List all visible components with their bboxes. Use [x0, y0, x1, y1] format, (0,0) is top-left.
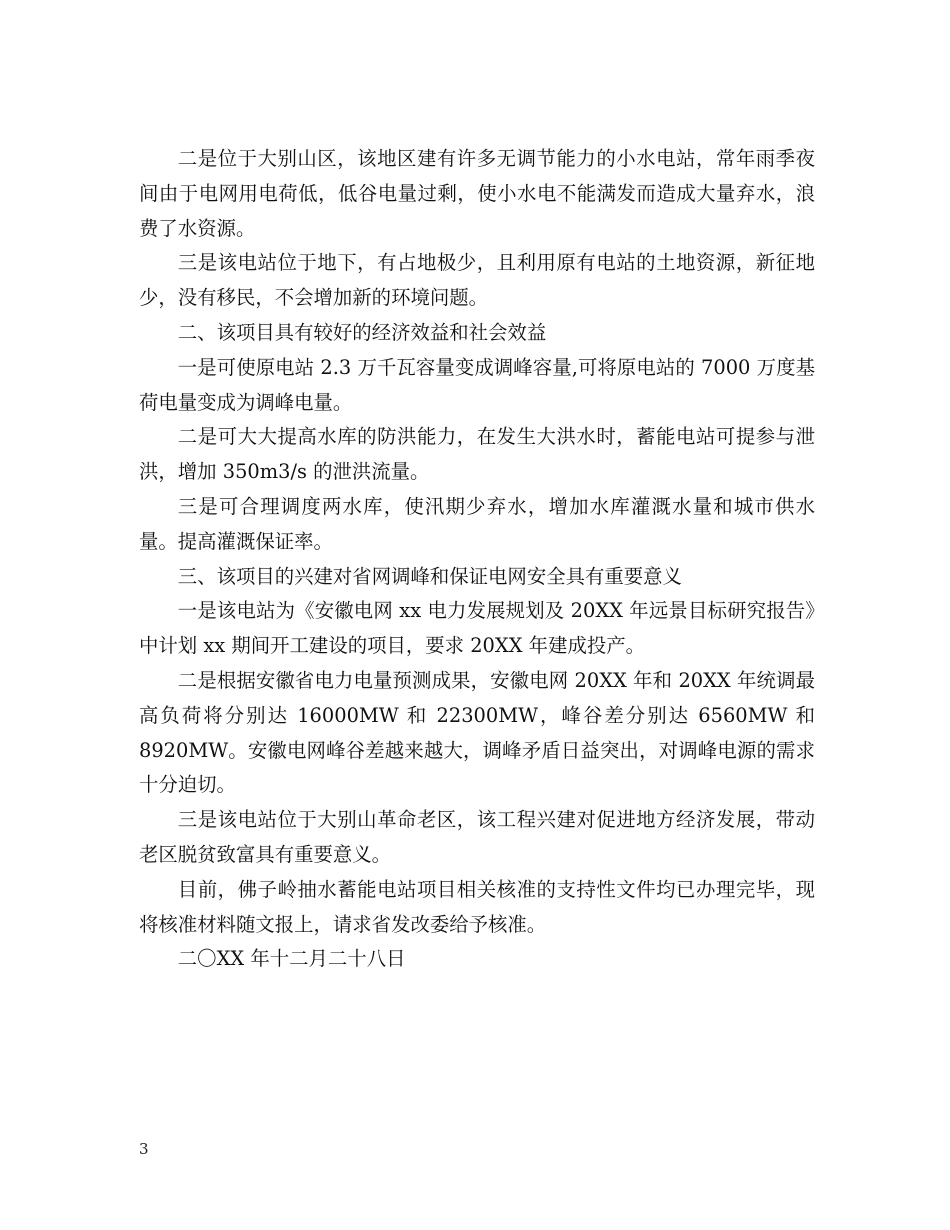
paragraph-development-plan: 一是该电站为《安徽电网 xx 电力发展规划及 20XX 年远景目标研究报告》中计划 xx 期间开工建设的项目，要求 20XX 年建成投产。	[139, 599, 815, 658]
paragraph-small-hydro-water-waste: 二是位于大别山区，该地区建有许多无调节能力的小水电站，常年雨季夜间由于电网用电荷低，低谷电量过剩，使小水电不能满发而造成大量弃水，浪费了水资源。	[139, 147, 815, 240]
paragraph-load-forecast: 二是根据安徽省电力电量预测成果，安徽电网 20XX 年和 20XX 年统调最高负荷将分别达 16000MW 和 22300MW，峰谷差分别达 6560MW 和 8920MW。安徽电网峰谷差越来越大，调峰矛盾日益突出，对调峰电源的需求十分迫切。	[139, 668, 815, 797]
paragraph-reservoir-dispatch: 三是可合理调度两水库，使汛期少弃水，增加水库灌溉水量和城市供水量。提高灌溉保证率。	[139, 494, 815, 553]
section-heading-economic-benefits: 二、该项目具有较好的经济效益和社会效益	[177, 320, 547, 344]
paragraph-revolutionary-area: 三是该电站位于大别山革命老区，该工程兴建对促进地方经济发展，带动老区脱贫致富具有重要意义。	[139, 808, 815, 866]
paragraph-flood-control: 二是可大大提高水库的防洪能力，在发生大洪水时，蓄能电站可提参与泄洪，增加 350m3/s 的泄洪流量。	[139, 425, 815, 484]
paragraph-underground-land-use: 三是该电站位于地下，有占地极少，且利用原有电站的土地资源，新征地少，没有移民，不会增加新的环境问题。	[139, 251, 815, 310]
page-number: 3	[139, 1140, 149, 1158]
paragraph-approval-request: 目前，佛子岭抽水蓄能电站项目相关核准的支持性文件均已办理完毕，现将核准材料随文报上，请求省发改委给予核准。	[139, 877, 815, 936]
document-date: 二〇XX 年十二月二十八日	[177, 947, 406, 971]
section-heading-grid-significance: 三、该项目的兴建对省网调峰和保证电网安全具有重要意义	[177, 564, 682, 588]
document-body	[139, 142, 815, 977]
paragraph-peak-capacity: 一是可使原电站 2.3 万千瓦容量变成调峰容量,可将原电站的 7000 万度基荷电量变成为调峰电量。	[139, 355, 815, 414]
